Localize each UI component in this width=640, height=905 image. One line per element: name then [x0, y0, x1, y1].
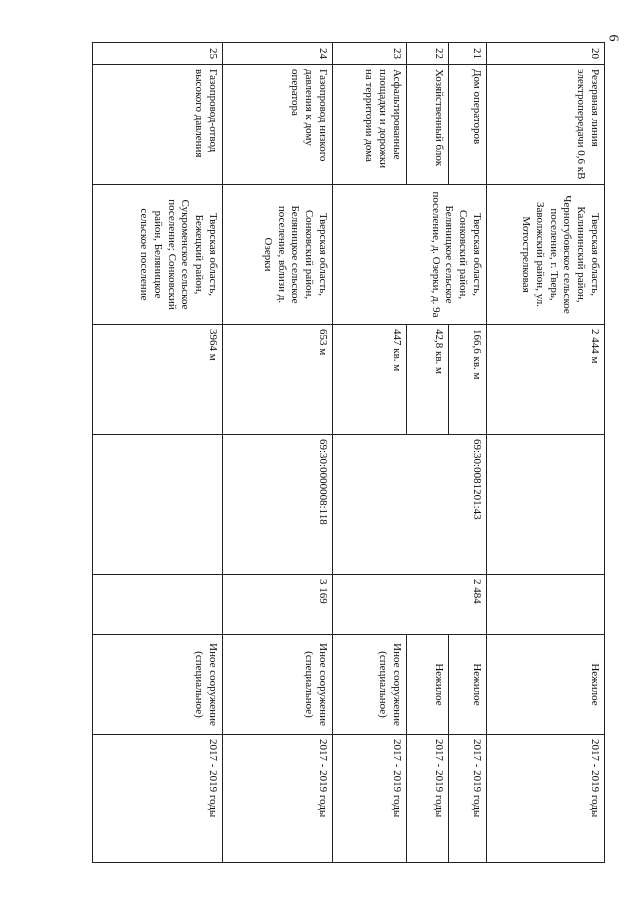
table-row [223, 43, 333, 863]
object-type: Иное сооружение (специальное) [223, 635, 333, 735]
object-name: Асфальтированные площадки и дорожки на территории дома [333, 65, 407, 185]
object-name: Резервная линия электропередачи 0,6 кВ [487, 65, 605, 185]
period: 2017 - 2019 годы [449, 735, 487, 863]
object-address: Тверская область, Сонковский район, Беляницкое сельское поселение, вблизи д. Озерки [223, 185, 333, 325]
object-type: Иное сооружение (специальное) [333, 635, 407, 735]
page-number: 6 [605, 34, 621, 42]
object-address: Тверская область, Бежецкий район, Сукроменское сельское поселение; Сонковский район, Беляницкое сельское поселение [93, 185, 223, 325]
cadastral-number [93, 435, 223, 575]
object-cost [93, 575, 223, 635]
row-number: 22 [407, 43, 449, 65]
object-area: 653 м [223, 325, 333, 435]
object-cost: 3 169 [223, 575, 333, 635]
object-name: Газопровод низкого давления к дому оператора [223, 65, 333, 185]
table-row [487, 43, 605, 863]
object-type: Нежилое [407, 635, 449, 735]
object-cost [487, 575, 605, 635]
row-number: 23 [333, 43, 407, 65]
property-table [92, 42, 605, 863]
object-name: Дом операторов [449, 65, 487, 185]
object-name: Хозяйственный блок [407, 65, 449, 185]
object-type: Иное сооружение (специальное) [93, 635, 223, 735]
row-number: 25 [93, 43, 223, 65]
object-area: 3964 м [93, 325, 223, 435]
row-number: 21 [449, 43, 487, 65]
table-row [93, 43, 223, 863]
period: 2017 - 2019 годы [487, 735, 605, 863]
cadastral-number: 69:30:0000008:118 [223, 435, 333, 575]
object-cost: 2 484 [333, 575, 487, 635]
document-sheet [35, 42, 605, 862]
object-type: Нежилое [449, 635, 487, 735]
row-number: 20 [487, 43, 605, 65]
object-area: 447 кв. м [333, 325, 407, 435]
period: 2017 - 2019 годы [93, 735, 223, 863]
period: 2017 - 2019 годы [333, 735, 407, 863]
object-address: Тверская область, Сонковский район, Беляницкое сельское поселение, д. Озерки, д. 9а [333, 185, 487, 325]
object-area: 2 444 м [487, 325, 605, 435]
cadastral-number: 69:30:0081201:43 [333, 435, 487, 575]
object-area: 166,6 кв. м [449, 325, 487, 435]
object-address: Тверская область, Калининский район, Черногубовское сельское поселение, г. Тверь, Заволжский район, ул. Мотострелковая [487, 185, 605, 325]
object-area: 42,8 кв. м [407, 325, 449, 435]
period: 2017 - 2019 годы [223, 735, 333, 863]
table-row [449, 43, 487, 863]
object-type: Нежилое [487, 635, 605, 735]
row-number: 24 [223, 43, 333, 65]
object-name: Газопровод-отвод высокого давления [93, 65, 223, 185]
cadastral-number [487, 435, 605, 575]
period: 2017 - 2019 годы [407, 735, 449, 863]
